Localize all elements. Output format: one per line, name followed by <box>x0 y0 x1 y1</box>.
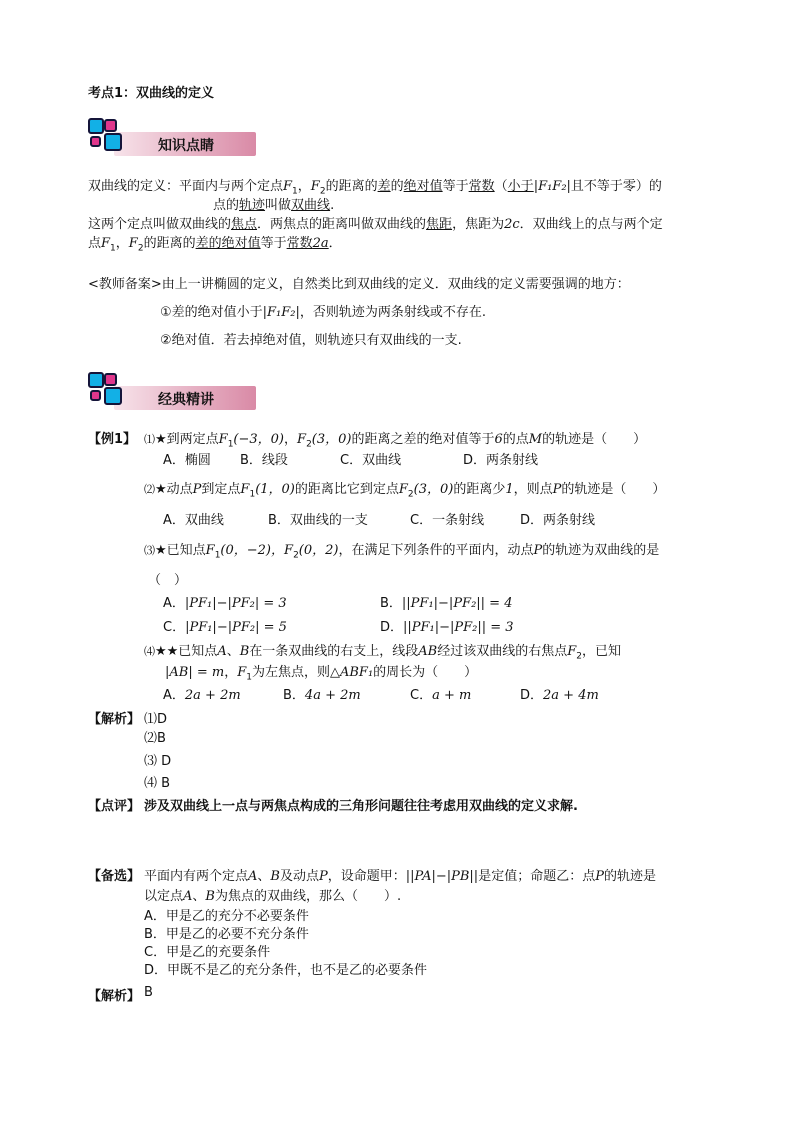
subscript: 2 <box>407 489 414 500</box>
math-point: (3，0) <box>413 482 454 497</box>
text: 双曲线的定义：平面内与两个定点 <box>88 179 284 194</box>
teacher-note: <教师备案>由上一讲椭圆的定义，自然类比到双曲线的定义．双曲线的定义需要强调的地方： <box>88 277 630 292</box>
text: 在一条双曲线的右支上，线段 <box>249 644 419 659</box>
math-A: A <box>217 644 227 659</box>
subscript: 2 <box>576 651 583 662</box>
question-2 <box>144 478 665 500</box>
underlined-term: 常数 <box>286 236 313 251</box>
spare-label: 【备选】 <box>88 869 141 884</box>
question-number: ⑴ <box>144 433 155 446</box>
option-letter: B． <box>283 688 305 703</box>
option-letter: C． <box>163 620 186 635</box>
math-F1: F <box>101 236 111 251</box>
math-B: B <box>270 869 280 884</box>
q1-option-c: C．双曲线 <box>340 453 402 468</box>
q3-option-d <box>380 616 514 635</box>
math-number: 6 <box>494 432 503 447</box>
math-F1: F <box>205 543 215 558</box>
text: （ <box>494 179 508 194</box>
teacher-point-1 <box>160 301 486 320</box>
q2-option-d: D．两条射线 <box>520 513 596 528</box>
q1-option-d: D．两条射线 <box>463 453 539 468</box>
q2-option-a: A．双曲线 <box>163 513 224 528</box>
teacher-point-2: ②绝对值．若去掉绝对值，则轨迹只有双曲线的一支. <box>160 333 462 348</box>
text: 的轨迹是（ ） <box>561 482 666 497</box>
text: ． <box>328 236 342 251</box>
text: . <box>330 198 335 213</box>
math-expression: ||PF₁|−|PF₂|| = 3 <box>403 620 514 635</box>
question-4-cont <box>165 661 477 683</box>
math-expression: |PF₁|−|PF₂| = 5 <box>185 620 287 635</box>
text: 的点 <box>502 432 529 447</box>
text: 的轨迹是（ ） <box>542 432 647 447</box>
underlined-term: 常数 <box>468 179 495 194</box>
text: 是定值；命题乙：点 <box>478 869 596 884</box>
math-A: A <box>183 889 193 904</box>
square-deco <box>90 136 101 147</box>
comment-label: 【点评】 <box>88 799 141 814</box>
question-3 <box>144 539 659 561</box>
q4-option-c <box>410 684 471 703</box>
math-P: P <box>319 869 328 884</box>
spare-option-a: A．甲是乙的充分不必要条件 <box>144 909 309 924</box>
subscript: 1 <box>249 489 256 500</box>
text: 等于 <box>260 236 287 251</box>
math-P: P <box>533 543 543 558</box>
q3-option-b <box>380 592 512 611</box>
q4-option-b <box>283 684 361 703</box>
math-2c: 2c <box>504 217 520 232</box>
math-F1: F <box>237 665 247 680</box>
text: 的距离比它到定点 <box>294 482 399 497</box>
text: 的距离的 <box>143 236 196 251</box>
text: 且不等于零）的 <box>570 179 662 194</box>
spare-option-b: B．甲是乙的必要不充分条件 <box>144 927 309 942</box>
option-letter: D． <box>380 620 404 635</box>
text: 及动点 <box>279 869 319 884</box>
math-P: P <box>552 482 562 497</box>
option-letter: D． <box>520 688 544 703</box>
definition-line-1 <box>88 175 662 197</box>
text: 点的 <box>213 198 240 213</box>
text: 的距离少 <box>453 482 506 497</box>
text: 、 <box>226 644 240 659</box>
text: ， <box>297 179 311 194</box>
math-F2: F <box>284 543 294 558</box>
math-expression: ||PA|−|PB|| <box>405 869 479 884</box>
underlined-term: 差 <box>377 179 391 194</box>
subscript: 2 <box>137 243 144 254</box>
text: ， <box>115 236 129 251</box>
math-expression: |AB| = m <box>165 665 225 680</box>
math-F2: F <box>567 644 577 659</box>
text: ①差的绝对值小于 <box>160 305 263 320</box>
banner-title: 知识点睛 <box>158 138 214 154</box>
underlined-term: 小于 <box>507 179 534 194</box>
underlined-term: 绝对值 <box>403 179 443 194</box>
text: ★已知点 <box>155 543 206 558</box>
definition-line-2 <box>213 194 334 213</box>
subscript: 1 <box>214 550 221 561</box>
text: ， <box>284 432 298 447</box>
square-deco <box>104 387 122 405</box>
math-abs-f1f2: |F₁F₂| <box>262 305 300 320</box>
math-expression: |PF₁|−|PF₂| = 3 <box>184 596 287 611</box>
text: 叫做 <box>265 198 292 213</box>
underlined-term: 差的绝对值 <box>195 236 261 251</box>
question-number: ⑶ <box>144 544 155 557</box>
underlined-term: 焦距 <box>426 217 453 232</box>
subscript: 2 <box>319 186 326 197</box>
math-expression: ||PF₁|−|PF₂|| = 4 <box>401 596 513 611</box>
q2-option-c: C．一条射线 <box>410 513 485 528</box>
question-number: ⑷ <box>144 645 155 658</box>
text: 这两个定点叫做双曲线的 <box>88 217 232 232</box>
math-F1: F <box>283 179 293 194</box>
text: ，已知 <box>582 644 622 659</box>
text: 经过该双曲线的右焦点 <box>437 644 568 659</box>
math-F2: F <box>310 179 320 194</box>
spare-option-d: D．甲既不是乙的充分条件，也不是乙的必要条件 <box>144 963 428 978</box>
subscript: 1 <box>292 186 298 197</box>
text: 、 <box>257 869 271 884</box>
spare-line-2 <box>144 885 401 904</box>
banner-knowledge <box>88 118 258 158</box>
analysis-label: 【解析】 <box>88 712 141 727</box>
text: 的周长为（ ） <box>373 665 478 680</box>
question-number: ⑵ <box>144 483 155 496</box>
text: ，设命题甲： <box>327 869 406 884</box>
math-F2: F <box>297 432 307 447</box>
subscript: 2 <box>293 550 299 561</box>
text: 的 <box>390 179 404 194</box>
q2-option-b: B．双曲线的一支 <box>268 513 368 528</box>
math-point: (0，−2) <box>220 543 272 558</box>
text: 平面内有两个定点 <box>144 869 249 884</box>
definition-line-4 <box>88 232 342 254</box>
square-deco <box>90 390 101 401</box>
text: 到定点 <box>201 482 241 497</box>
math-A: A <box>248 869 258 884</box>
square-deco <box>104 133 122 151</box>
squares-logo-icon <box>88 372 104 388</box>
text: ．两焦点的距离叫做双曲线的 <box>257 217 427 232</box>
option-letter: A． <box>163 688 185 703</box>
math-expression: a + m <box>432 688 472 703</box>
option-letter: A． <box>163 596 185 611</box>
section-heading: 考点1：双曲线的定义 <box>88 86 215 101</box>
math-triangle: △ABF₁ <box>329 665 374 680</box>
math-P: P <box>192 482 202 497</box>
spare-line-1 <box>144 865 656 884</box>
q4-option-d <box>520 684 599 703</box>
question-4 <box>144 640 621 662</box>
subscript: 2 <box>306 439 312 450</box>
spare-answer: B <box>144 985 153 1000</box>
math-expression: 2a + 2m <box>184 688 241 703</box>
text: 点 <box>88 236 102 251</box>
text: ，否则轨迹为两条射线或不存在. <box>299 305 487 320</box>
math-F1: F <box>218 432 228 447</box>
math-point: (1，0) <box>255 482 295 497</box>
square-deco <box>104 119 117 132</box>
text: ．双曲线上的点与两个定 <box>519 217 663 232</box>
text: 的距离的 <box>325 179 378 194</box>
text: ★动点 <box>155 482 193 497</box>
answer-3: ⑶ D <box>144 754 172 769</box>
text: 的距离之差的绝对值等于 <box>351 432 495 447</box>
subscript: 1 <box>227 439 234 450</box>
text: ★到两定点 <box>155 432 219 447</box>
math-abs-f1f2: |F₁F₂| <box>533 179 571 194</box>
text: ， <box>271 543 285 558</box>
math-2a: 2a <box>312 236 329 251</box>
text: 为左焦点，则 <box>251 665 330 680</box>
math-point: (−3，0) <box>233 432 285 447</box>
math-P: P <box>595 869 604 884</box>
q4-option-a <box>163 684 241 703</box>
subscript: 1 <box>246 672 252 683</box>
question-1 <box>144 428 646 450</box>
answer-2: ⑵B <box>144 731 166 746</box>
math-point: (0，2) <box>298 543 339 558</box>
math-F2: F <box>128 236 138 251</box>
option-letter: B． <box>380 596 402 611</box>
subscript: 1 <box>110 243 116 254</box>
math-B: B <box>205 889 215 904</box>
text: ，则点 <box>513 482 553 497</box>
q3-option-c <box>163 616 287 635</box>
option-letter: C． <box>410 688 433 703</box>
squares-logo-icon <box>88 118 104 134</box>
comment-text: 涉及双曲线上一点与两焦点构成的三角形问题往往考虑用双曲线的定义求解. <box>144 799 578 814</box>
text: 以定点 <box>144 889 184 904</box>
math-AB: AB <box>418 644 438 659</box>
underlined-term: 双曲线 <box>291 198 331 213</box>
q1-option-a: A．椭圆 <box>163 453 211 468</box>
q3-paren: （ ） <box>148 573 188 588</box>
math-B: B <box>239 644 250 659</box>
analysis-label-2: 【解析】 <box>88 989 141 1004</box>
text: ★★已知点 <box>155 644 218 659</box>
math-M: M <box>528 432 543 447</box>
text: 为焦点的双曲线，那么（ ）. <box>214 889 402 904</box>
banner-title: 经典精讲 <box>158 392 214 408</box>
text: ，焦距为 <box>452 217 505 232</box>
underlined-term: 轨迹 <box>239 198 266 213</box>
text: 等于 <box>442 179 469 194</box>
math-expression: 4a + 2m <box>304 688 361 703</box>
answer-4: ⑷ B <box>144 776 171 791</box>
math-F1: F <box>240 482 250 497</box>
definition-line-3 <box>88 213 663 232</box>
square-deco <box>104 373 117 386</box>
q3-option-a <box>163 592 287 611</box>
banner-classic <box>88 372 258 412</box>
math-F2: F <box>398 482 408 497</box>
text: ，在满足下列条件的平面内，动点 <box>338 543 534 558</box>
math-expression: 2a + 4m <box>543 688 599 703</box>
text: 、 <box>192 889 206 904</box>
answer-1: ⑴D <box>144 712 168 727</box>
text: ， <box>224 665 238 680</box>
spare-option-c: C．甲是乙的充要条件 <box>144 945 271 960</box>
math-point: (3，0) <box>311 432 352 447</box>
text: 的轨迹为双曲线的是 <box>542 543 660 558</box>
math-number: 1 <box>505 482 514 497</box>
text: 的轨迹是 <box>603 869 656 884</box>
q1-option-b: B．线段 <box>240 453 288 468</box>
underlined-term: 焦点 <box>231 217 258 232</box>
example-label: 【例1】 <box>88 432 137 447</box>
